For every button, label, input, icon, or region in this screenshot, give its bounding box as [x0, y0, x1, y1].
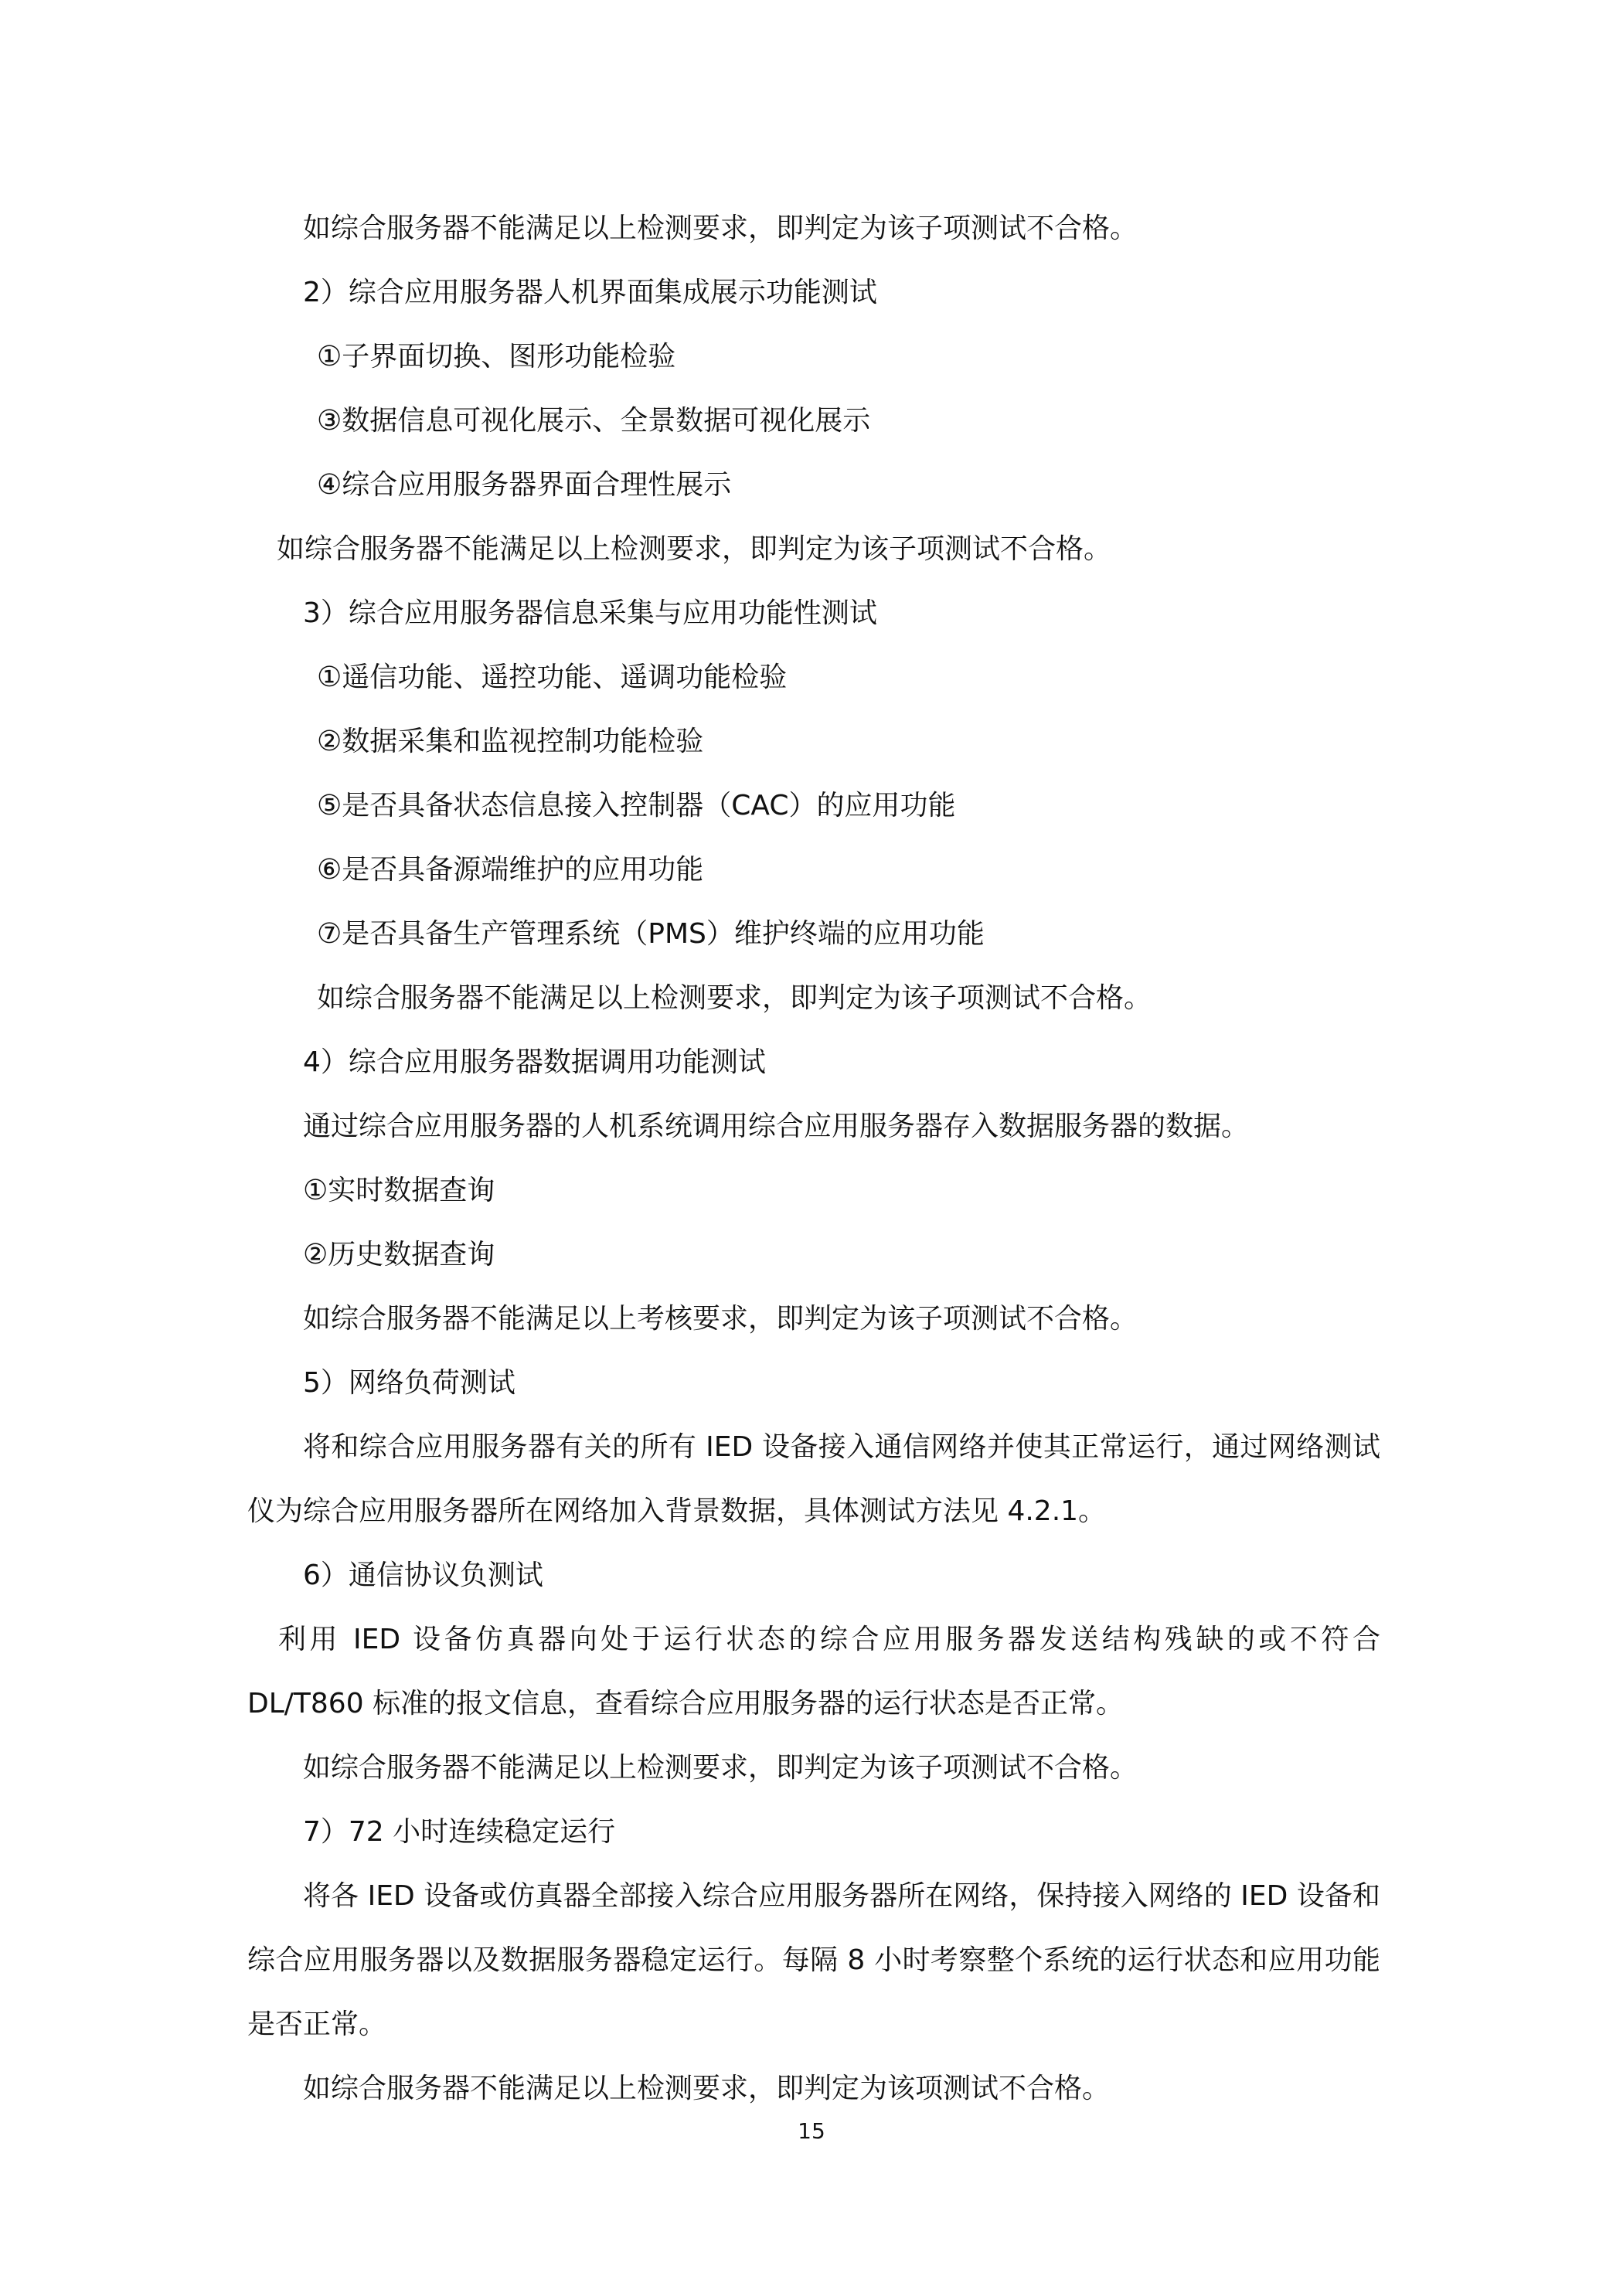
text-line: 如综合服务器不能满足以上检测要求，即判定为该项测试不合格。 — [303, 2073, 1111, 2104]
text-line: 2）综合应用服务器人机界面集成展示功能测试 — [303, 277, 877, 308]
text-line: 如综合服务器不能满足以上检测要求，即判定为该子项测试不合格。 — [303, 1752, 1138, 1784]
text-line: ②数据采集和监视控制功能检验 — [317, 726, 704, 757]
text-line: 如综合服务器不能满足以上检测要求，即判定为该子项测试不合格。 — [277, 533, 1112, 565]
text-line: 是否正常。 — [247, 2009, 387, 2040]
text-line: ⑥是否具备源端维护的应用功能 — [317, 854, 704, 886]
text-line: 如综合服务器不能满足以上检测要求，即判定为该子项测试不合格。 — [317, 982, 1152, 1014]
text-line: 如综合服务器不能满足以上检测要求，即判定为该子项测试不合格。 — [303, 213, 1138, 244]
text-line: 5）网络负荷测试 — [303, 1367, 515, 1399]
text-line: 仪为综合应用服务器所在网络加入背景数据，具体测试方法见 4.2.1。 — [247, 1495, 1107, 1527]
text-line: 将各 IED 设备或仿真器全部接入综合应用服务器所在网络，保持接入网络的 IED 设备和 — [303, 1880, 1380, 1912]
text-line: 将和综合应用服务器有关的所有 IED 设备接入通信网络并使其正常运行，通过网络测试 — [303, 1431, 1380, 1463]
text-line: 综合应用服务器以及数据服务器稳定运行。每隔 8 小时考察整个系统的运行状态和应用功能 — [247, 1944, 1380, 1976]
text-line: 利用 IED 设备仿真器向处于运行状态的综合应用服务器发送结构残缺的或不符合 — [278, 1624, 1380, 1655]
text-line: 3）综合应用服务器信息采集与应用功能性测试 — [303, 597, 877, 629]
text-line: ③数据信息可视化展示、全景数据可视化展示 — [317, 405, 871, 437]
text-line: DL/T860 标准的报文信息，查看综合应用服务器的运行状态是否正常。 — [247, 1688, 1125, 1719]
text-line: 如综合服务器不能满足以上考核要求，即判定为该子项测试不合格。 — [303, 1303, 1138, 1335]
text-line: ①实时数据查询 — [303, 1175, 495, 1206]
text-line: ④综合应用服务器界面合理性展示 — [317, 469, 732, 501]
text-line: ①遥信功能、遥控功能、遥调功能检验 — [317, 662, 788, 693]
text-line: ⑤是否具备状态信息接入控制器（CAC）的应用功能 — [317, 790, 956, 821]
text-line: ⑦是否具备生产管理系统（PMS）维护终端的应用功能 — [317, 918, 985, 950]
text-line: ②历史数据查询 — [303, 1239, 495, 1270]
text-line: 7）72 小时连续稳定运行 — [303, 1816, 616, 1848]
text-line: 4）综合应用服务器数据调用功能测试 — [303, 1046, 766, 1078]
text-line: 6）通信协议负测试 — [303, 1560, 543, 1591]
text-line: 通过综合应用服务器的人机系统调用综合应用服务器存入数据服务器的数据。 — [303, 1111, 1250, 1142]
page-number: 15 — [798, 2118, 825, 2144]
text-line: ①子界面切换、图形功能检验 — [317, 341, 676, 372]
